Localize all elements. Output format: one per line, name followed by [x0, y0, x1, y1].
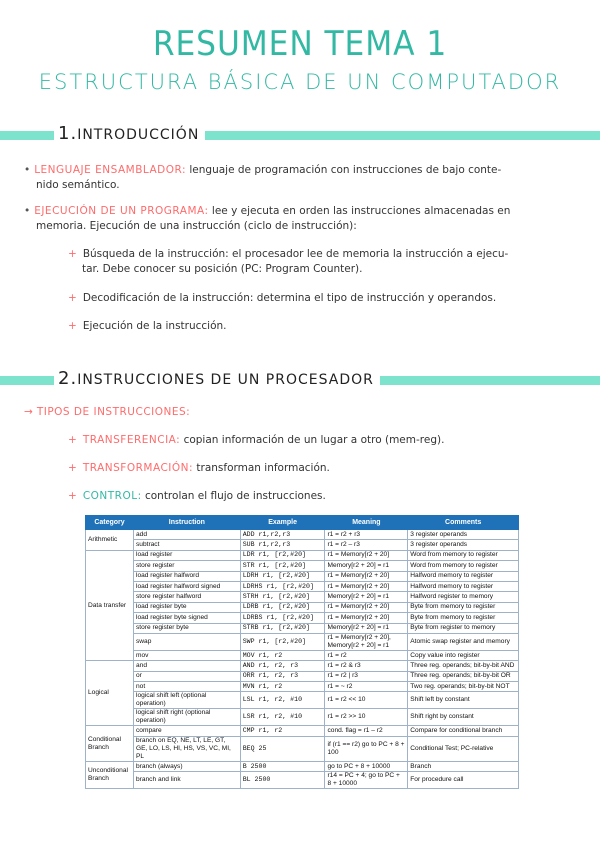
meaning-cell: r1 = r2 << 10	[325, 692, 408, 709]
table-header-row	[86, 516, 519, 530]
meaning-cell: r1 = Memory[r2 + 20]	[325, 550, 408, 560]
instruction-cell: logical shift left (optional operation)	[133, 692, 240, 709]
type-transfer	[68, 434, 444, 446]
comment-cell: Three reg. operands; bit-by-bit OR	[408, 671, 519, 681]
instruction-cell: load register	[133, 550, 240, 560]
header-meaning: Meaning	[325, 516, 408, 530]
example-cell: ADD r1,r2,r3	[240, 530, 325, 540]
instruction-cell: load register halfword	[133, 571, 240, 581]
example-cell: MVN r1, r2	[240, 682, 325, 692]
table-row	[86, 540, 519, 550]
intro-item-execution	[24, 205, 510, 217]
meaning-cell: go to PC + 8 + 10000	[325, 761, 408, 771]
table-row	[86, 772, 519, 789]
meaning-cell: r1 = Memory[r2 + 20], Memory[r2 + 20] = r1	[325, 633, 408, 650]
instruction-cell: store register	[133, 561, 240, 571]
category-cell: Arithmetic	[86, 530, 134, 551]
instruction-cell: add	[133, 530, 240, 540]
table-row	[86, 633, 519, 650]
comment-cell: 3 register operands	[408, 540, 519, 550]
example-cell: SUB r1,r2,r3	[240, 540, 325, 550]
comment-cell: Copy value into register	[408, 650, 519, 660]
plus-icon: +	[68, 434, 77, 446]
instruction-cell: load register halfword signed	[133, 581, 240, 591]
meaning-cell: r1 = r2 | r3	[325, 671, 408, 681]
example-cell: BL 2500	[240, 772, 325, 789]
table-row	[86, 650, 519, 660]
term-control: CONTROL:	[82, 490, 142, 502]
instruction-cell: logical shift right (optional operation)	[133, 709, 240, 726]
comment-cell: Two reg. operands; bit-by-bit NOT	[408, 682, 519, 692]
cycle-step-fetch-text: Búsqueda de la instrucción: el procesador lee de memoria la instrucción a ejecu-	[82, 248, 509, 260]
meaning-cell: r1 = r2 + r3	[325, 530, 408, 540]
table-row	[86, 682, 519, 692]
intro-item-assembler-cont: nido semántico.	[36, 179, 120, 191]
comment-cell: Three reg. operands; bit-by-bit AND	[408, 661, 519, 671]
instruction-cell: or	[133, 671, 240, 681]
example-cell: B 2500	[240, 761, 325, 771]
comment-cell: Compare for conditional branch	[408, 726, 519, 736]
table-row	[86, 661, 519, 671]
instruction-cell: store register byte	[133, 623, 240, 633]
comment-cell: Byte from memory to register	[408, 613, 519, 623]
example-cell: LDRBS r1, [r2,#20]	[240, 613, 325, 623]
page-subtitle: ESTRUCTURA BÁSICA DE UN COMPUTADOR	[38, 70, 562, 94]
term-transfer: TRANSFERENCIA:	[82, 434, 181, 446]
plus-icon: +	[68, 490, 77, 502]
meaning-cell: cond. flag = r1 – r2	[325, 726, 408, 736]
table-row	[86, 571, 519, 581]
instruction-cell: branch (always)	[133, 761, 240, 771]
meaning-cell: r1 = Memory[r2 + 20]	[325, 613, 408, 623]
category-cell: Logical	[86, 661, 134, 726]
instruction-cell: swap	[133, 633, 240, 650]
bullet-icon: •	[24, 205, 31, 217]
table-row	[86, 726, 519, 736]
example-cell: LDR r1, [r2,#20]	[240, 550, 325, 560]
desc-transfer: copian información de un lugar a otro (mem-reg).	[180, 434, 445, 446]
page-title: RESUMEN TEMA 1	[152, 24, 448, 64]
instruction-cell: compare	[133, 726, 240, 736]
meaning-cell: r1 = ~ r2	[325, 682, 408, 692]
table-row	[86, 561, 519, 571]
instruction-table	[85, 515, 519, 789]
meaning-cell: r1 = r2 >> 10	[325, 709, 408, 726]
section-1-number: 1.	[58, 123, 78, 144]
example-cell: LDRHS r1, [r2,#20]	[240, 581, 325, 591]
header-category: Category	[86, 516, 134, 530]
meaning-cell: Memory[r2 + 20] = r1	[325, 592, 408, 602]
comment-cell: Halfword memory to register	[408, 571, 519, 581]
meaning-cell: r1 = r2 – r3	[325, 540, 408, 550]
comment-cell: Branch	[408, 761, 519, 771]
cycle-step-fetch	[68, 248, 508, 260]
comment-cell: Byte from register to memory	[408, 623, 519, 633]
type-transform	[68, 462, 330, 474]
meaning-cell: Memory[r2 + 20] = r1	[325, 623, 408, 633]
plus-icon: +	[68, 320, 77, 332]
desc-execution: lee y ejecuta en orden las instrucciones almacenadas en	[208, 205, 511, 217]
comment-cell: Word from memory to register	[408, 550, 519, 560]
comment-cell: Atomic swap register and memory	[408, 633, 519, 650]
instruction-cell: load register byte	[133, 602, 240, 612]
plus-icon: +	[68, 292, 77, 304]
table-row	[86, 692, 519, 709]
section-1-title: INTRODUCCIÓN	[77, 127, 200, 143]
plus-icon: +	[68, 462, 77, 474]
table-row	[86, 530, 519, 540]
example-cell: CMP r1, r2	[240, 726, 325, 736]
example-cell: AND r1, r2, r3	[240, 661, 325, 671]
cycle-step-decode-text: Decodificación de la instrucción: determina el tipo de instrucción y operandos.	[82, 292, 497, 304]
example-cell: ORR r1, r2, r3	[240, 671, 325, 681]
example-cell: LSR r1, r2, #10	[240, 709, 325, 726]
comment-cell: For procedure call	[408, 772, 519, 789]
meaning-cell: r1 = r2	[325, 650, 408, 660]
table-row	[86, 709, 519, 726]
example-cell: BEQ 25	[240, 736, 325, 761]
term-assembler: LENGUAJE ENSAMBLADOR:	[34, 164, 187, 176]
header-comments: Comments	[408, 516, 519, 530]
plus-icon: +	[68, 248, 77, 260]
term-execution: EJECUCIÓN DE UN PROGRAMA:	[34, 205, 209, 217]
type-control	[68, 490, 326, 502]
table-row	[86, 550, 519, 560]
category-cell: Data transfer	[86, 550, 134, 661]
cycle-step-decode	[68, 292, 496, 304]
comment-cell: Word from memory to register	[408, 561, 519, 571]
table-row	[86, 602, 519, 612]
category-cell: Conditional Branch	[86, 726, 134, 761]
instruction-cell: not	[133, 682, 240, 692]
meaning-cell: r1 = r2 & r3	[325, 661, 408, 671]
category-cell: Unconditional Branch	[86, 761, 134, 788]
table-row	[86, 581, 519, 591]
bullet-icon: •	[24, 164, 31, 176]
desc-control: controlan el flujo de instrucciones.	[141, 490, 326, 502]
instruction-cell: and	[133, 661, 240, 671]
example-cell: STRB r1, [r2,#20]	[240, 623, 325, 633]
table-row	[86, 671, 519, 681]
section-2-title: INSTRUCCIONES DE UN PROCESADOR	[77, 372, 374, 388]
meaning-cell: r1 = Memory[r2 + 20]	[325, 602, 408, 612]
header-instruction: Instruction	[133, 516, 240, 530]
comment-cell: Byte from memory to register	[408, 602, 519, 612]
intro-item-assembler	[24, 164, 501, 176]
comment-cell: Halfword memory to register	[408, 581, 519, 591]
example-cell: MOV r1, r2	[240, 650, 325, 660]
header-example: Example	[240, 516, 325, 530]
intro-item-execution-cont: memoria. Ejecución de una instrucción (ciclo de instrucción):	[36, 220, 357, 232]
meaning-cell: r1 = Memory[r2 + 20]	[325, 581, 408, 591]
section-2-number: 2.	[58, 368, 78, 389]
table-row	[86, 736, 519, 761]
cycle-step-execute-text: Ejecución de la instrucción.	[82, 320, 227, 332]
meaning-cell: r1 = Memory[r2 + 20]	[325, 571, 408, 581]
example-cell: LDRB r1, [r2,#20]	[240, 602, 325, 612]
section-1-heading	[54, 123, 205, 144]
desc-transform: transforman información.	[193, 462, 330, 474]
instruction-cell: branch on EQ, NE, LT, LE, GT, GE, LO, LS, HI, HS, VS, VC, MI, PL	[133, 736, 240, 761]
table-row	[86, 613, 519, 623]
table-row	[86, 592, 519, 602]
instruction-cell: subtract	[133, 540, 240, 550]
cycle-step-execute	[68, 320, 227, 332]
comment-cell: Shift right by constant	[408, 709, 519, 726]
meaning-cell: r14 = PC + 4; go to PC + 8 + 10000	[325, 772, 408, 789]
section-2-heading	[54, 368, 380, 389]
comment-cell: Halfword register to memory	[408, 592, 519, 602]
meaning-cell: Memory[r2 + 20] = r1	[325, 561, 408, 571]
example-cell: LSL r1, r2, #10	[240, 692, 325, 709]
instruction-types-title: TIPOS DE INSTRUCCIONES:	[36, 406, 191, 418]
example-cell: LDRH r1, [r2,#20]	[240, 571, 325, 581]
meaning-cell: if (r1 == r2) go to PC + 8 + 100	[325, 736, 408, 761]
example-cell: STR r1, [r2,#20]	[240, 561, 325, 571]
example-cell: SWP r1, [r2,#20]	[240, 633, 325, 650]
instruction-cell: store register halfword	[133, 592, 240, 602]
desc-assembler: lenguaje de programación con instrucciones de bajo conte-	[186, 164, 502, 176]
instruction-types-lead	[24, 406, 190, 418]
instruction-cell: load register byte signed	[133, 613, 240, 623]
cycle-step-fetch-cont: tar. Debe conocer su posición (PC: Program Counter).	[82, 263, 363, 275]
comment-cell: 3 register operands	[408, 530, 519, 540]
example-cell: STRH r1, [r2,#20]	[240, 592, 325, 602]
table-row	[86, 761, 519, 771]
instruction-cell: branch and link	[133, 772, 240, 789]
comment-cell: Conditional Test; PC-relative	[408, 736, 519, 761]
comment-cell: Shift left by constant	[408, 692, 519, 709]
term-transform: TRANSFORMACIÓN:	[82, 462, 194, 474]
instruction-cell: mov	[133, 650, 240, 660]
arrow-right-icon: →	[24, 406, 33, 418]
table-row	[86, 623, 519, 633]
